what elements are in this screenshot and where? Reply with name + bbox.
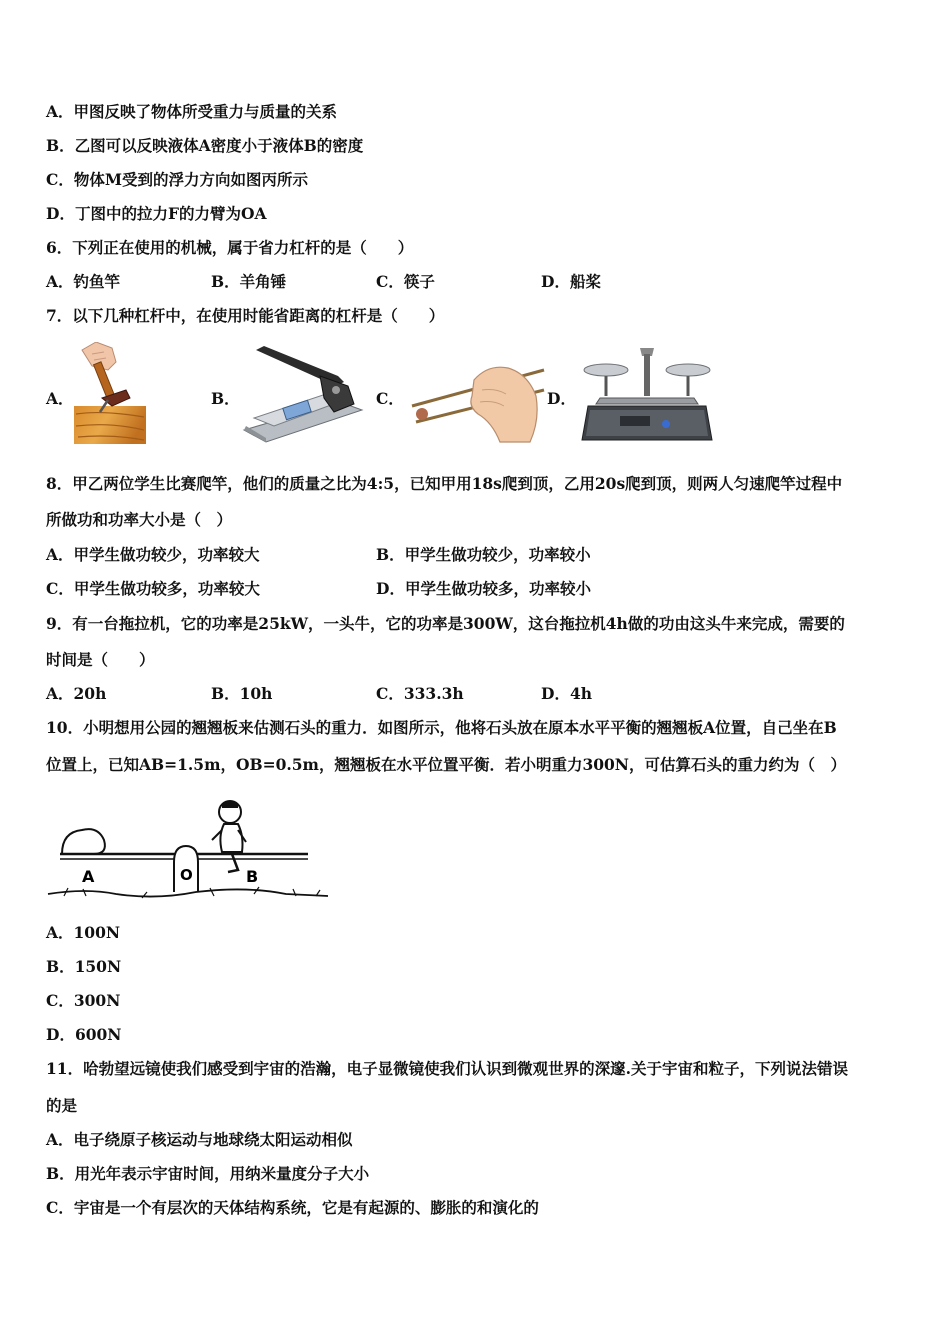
q9-option-c: C．333.3h [376,684,464,703]
seesaw-label-a: A [82,867,95,886]
q6-stem: 6．下列正在使用的机械，属于省力杠杆的是（ ） [46,238,414,257]
q11-stem-line2: 的是 [46,1096,78,1115]
q10-option-b: B．150N [46,957,122,976]
seesaw-label-o: O [180,866,193,884]
q6-option-d: D．船桨 [541,272,601,291]
q9-option-d: D．4h [541,684,592,703]
q9-stem-line1: 9．有一台拖拉机，它的功率是25kW，一头牛，它的功率是300W，这台拖拉机4h做的功由这头牛来完成，需要的 [46,614,845,633]
seesaw-figure [46,796,330,906]
q8-option-a: A．甲学生做功较少，功率较大 [46,545,260,564]
q8-option-b: B．甲学生做功较少，功率较小 [376,545,591,564]
q6-option-a: A．钓鱼竿 [46,272,121,291]
q11-option-a: A．电子绕原子核运动与地球绕太阳运动相似 [46,1130,353,1149]
q7-label-b: B． [211,389,240,408]
q11-option-c: C．宇宙是一个有层次的天体结构系统，它是有起源的、膨胀的和演化的 [46,1198,539,1217]
q8-stem-line1: 8．甲乙两位学生比赛爬竿，他们的质量之比为4:5，已知甲用18s爬到顶，乙用20s爬到顶，则两人匀速爬竿过程中 [46,474,843,493]
stapler-image [240,346,364,444]
q11-option-b: B．用光年表示宇宙时间，用纳米量度分子大小 [46,1164,370,1183]
q5-option-d: D．丁图中的拉力F的力臂为OA [46,204,267,223]
q7-stem: 7．以下几种杠杆中，在使用时能省距离的杠杆是（ ） [46,306,445,325]
q7-label-d: D． [547,389,576,408]
q5-option-b: B．乙图可以反映液体A密度小于液体B的密度 [46,136,364,155]
q9-option-b: B．10h [211,684,273,703]
q9-stem-line2: 时间是（ ） [46,650,155,669]
q10-option-a: A．100N [46,923,121,942]
q6-option-b: B．羊角锤 [211,272,287,291]
q8-option-d: D．甲学生做功较多，功率较小 [376,579,591,598]
q5-option-c: C．物体M受到的浮力方向如图丙所示 [46,170,308,189]
q10-stem-line2: 位置上，已知AB=1.5m，OB=0.5m，翘翘板在水平位置平衡．若小明重力300N，可估算石头的重力约为（ ） [46,755,846,774]
q11-stem-line1: 11．哈勃望远镜使我们感受到宇宙的浩瀚，电子显微镜使我们认识到微观世界的深邃.关于宇宙和粒子，下列说法错误 [46,1059,848,1078]
hammer-image [72,342,148,444]
seesaw-label-b: B [246,867,259,886]
q7-label-a: A． [46,389,74,408]
chopsticks-image [408,360,546,444]
q5-option-a: A．甲图反映了物体所受重力与质量的关系 [46,102,338,121]
q10-stem-line1: 10．小明想用公园的翘翘板来估测石头的重力．如图所示，他将石头放在原本水平平衡的翘翘板A位置，自己坐在B [46,718,837,737]
q8-option-c: C．甲学生做功较多，功率较大 [46,579,260,598]
q6-option-c: C．筷子 [376,272,435,291]
q9-option-a: A．20h [46,684,107,703]
q8-stem-line2: 所做功和功率大小是（ ） [46,510,233,529]
q7-label-c: C． [376,389,404,408]
q10-option-d: D．600N [46,1025,122,1044]
q10-option-c: C．300N [46,991,121,1010]
balance-scale-image [580,344,714,444]
